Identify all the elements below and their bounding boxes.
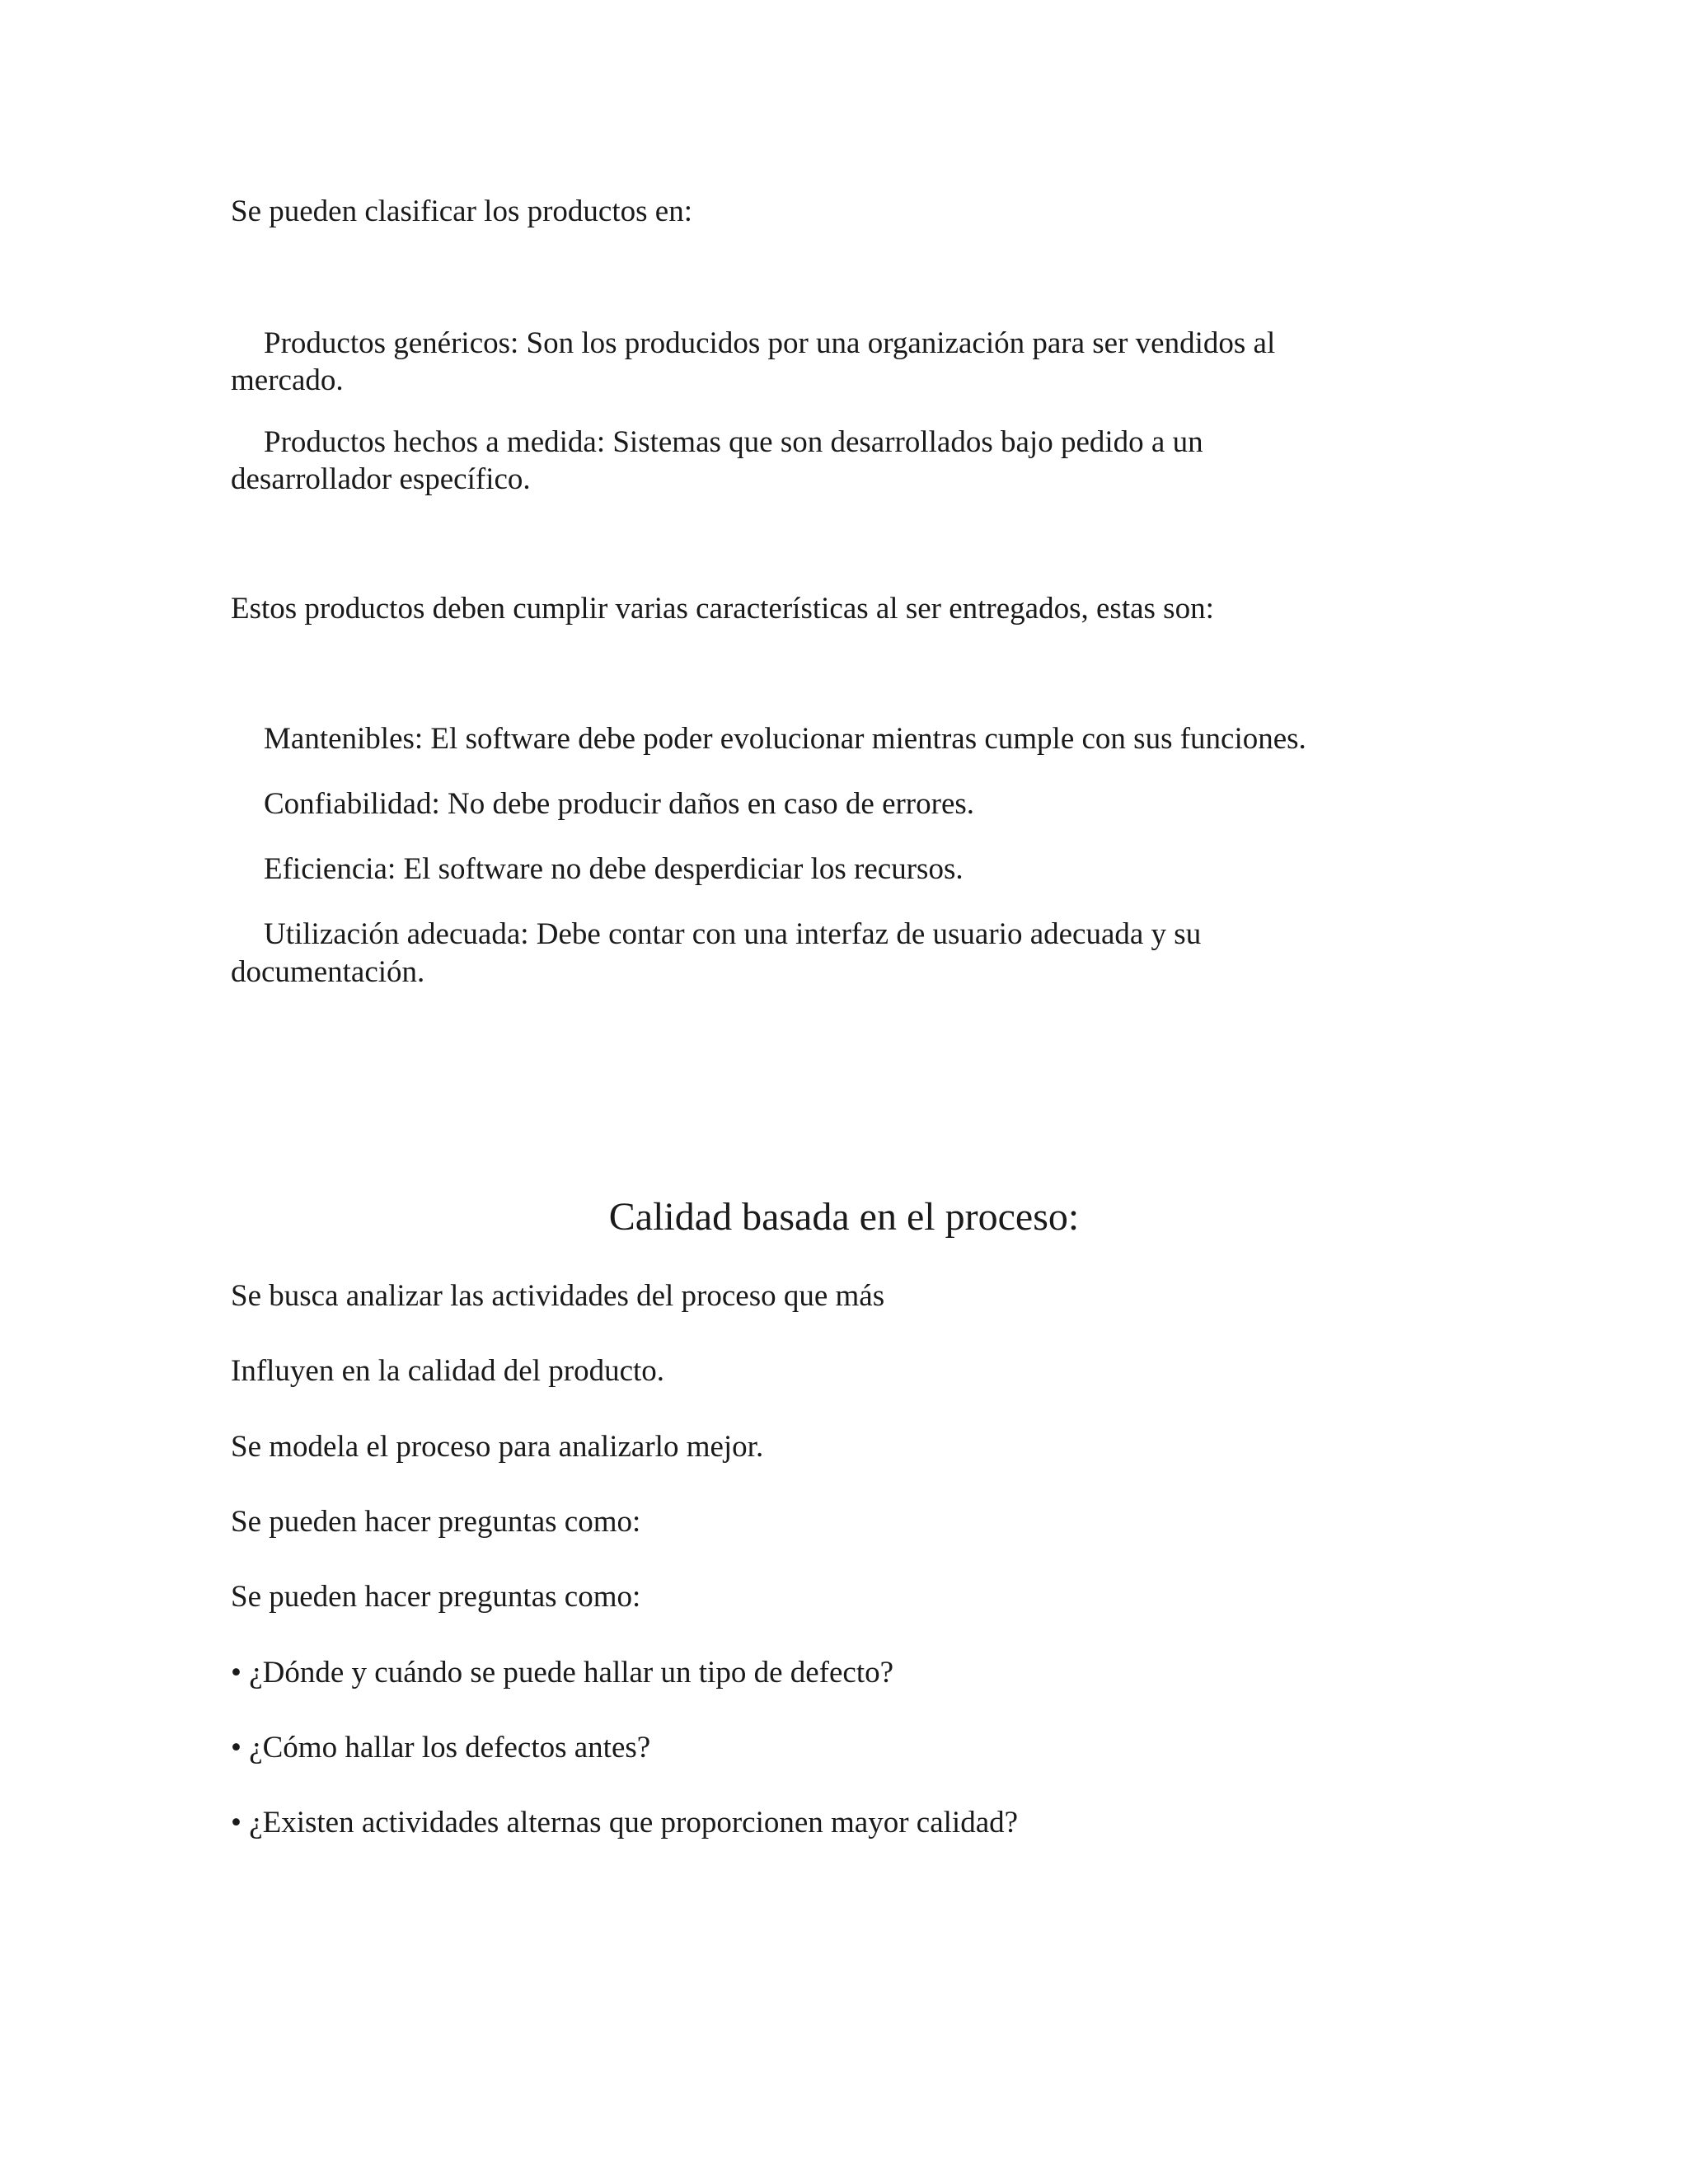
characteristic-reliability: Confiabilidad: No debe producir daños en caso de errores. — [264, 787, 975, 821]
question-item: • ¿Cómo hallar los defectos antes? — [231, 1731, 651, 1765]
section-heading: Calidad basada en el proceso: — [608, 1195, 1080, 1239]
product-type-generic-line2: mercado. — [231, 363, 344, 397]
process-line: Se pueden hacer preguntas como: — [231, 1580, 641, 1614]
characteristics-intro: Estos productos deben cumplir varias características al ser entregados, estas son: — [231, 592, 1214, 626]
intro-text: Se pueden clasificar los productos en: — [231, 194, 692, 228]
characteristic-usability-line2: documentación. — [231, 955, 425, 989]
characteristic-maintainable: Mantenibles: El software debe poder evolucionar mientras cumple con sus funciones. — [264, 722, 1306, 756]
product-type-generic-line1: Productos genéricos: Son los producidos por una organización para ser vendidos al — [264, 326, 1276, 360]
characteristic-efficiency: Eficiencia: El software no debe desperdiciar los recursos. — [264, 852, 964, 886]
process-line: Se modela el proceso para analizarlo mejor. — [231, 1430, 764, 1464]
process-line: Influyen en la calidad del producto. — [231, 1354, 665, 1388]
process-line: Se pueden hacer preguntas como: — [231, 1505, 641, 1539]
product-type-custom-line1: Productos hechos a medida: Sistemas que son desarrollados bajo pedido a un — [264, 425, 1203, 459]
process-line: Se busca analizar las actividades del proceso que más — [231, 1279, 885, 1313]
question-item: • ¿Dónde y cuándo se puede hallar un tipo de defecto? — [231, 1656, 894, 1690]
characteristic-usability-line1: Utilización adecuada: Debe contar con una interfaz de usuario adecuada y su — [264, 917, 1202, 951]
question-item: • ¿Existen actividades alternas que proporcionen mayor calidad? — [231, 1806, 1019, 1840]
product-type-custom-line2: desarrollador específico. — [231, 462, 531, 496]
